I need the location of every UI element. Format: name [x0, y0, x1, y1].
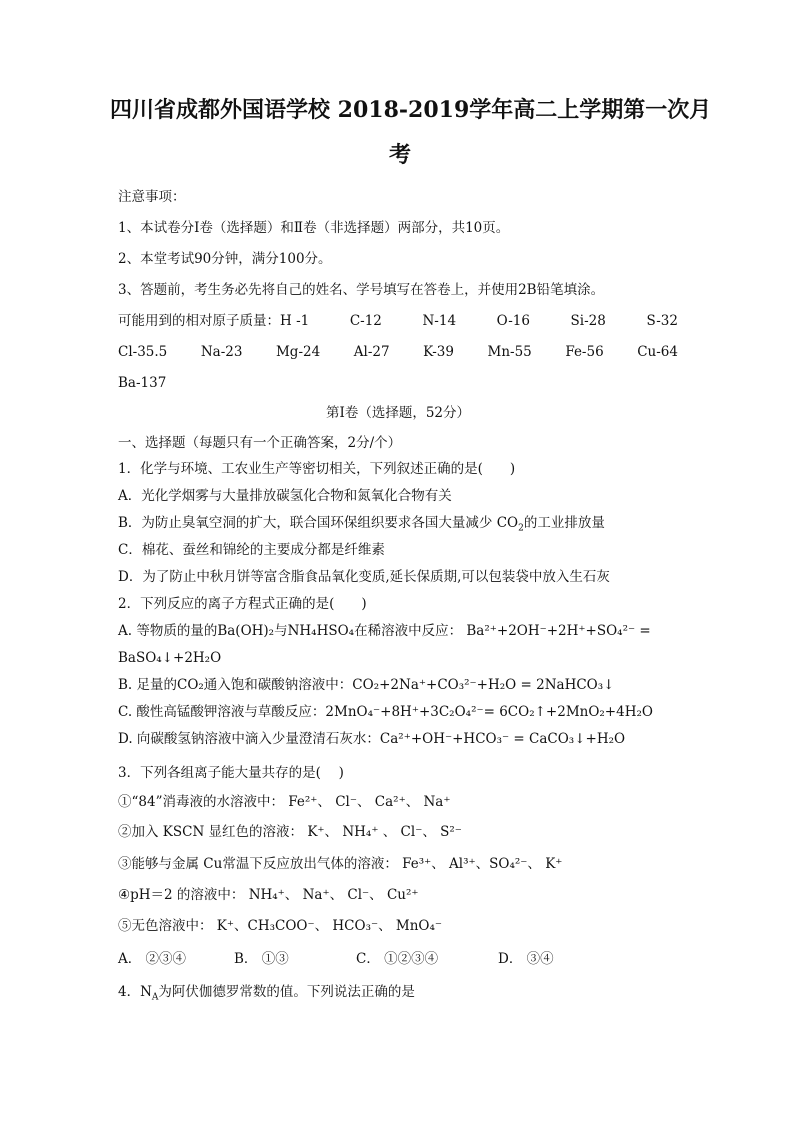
notes-heading: 注意事项：: [118, 189, 186, 205]
atomic-mass-row-3: Ba-137: [118, 375, 167, 391]
q3-stem: 3．下列各组离子能大量共存的是( ): [118, 765, 344, 781]
note-item-2: 2、本堂考试90分钟，满分100分。: [118, 251, 332, 267]
q3-option-d: D． ③④: [498, 951, 554, 967]
atomic-mass: Cu-64: [637, 344, 678, 360]
q1-stem: 1．化学与环境、工农业生产等密切相关，下列叙述正确的是( ): [118, 461, 516, 477]
q3-item-2: ②加入 KSCN 显红色的溶液： K⁺、 NH₄⁺ 、 Cl⁻、 S²⁻: [118, 824, 462, 840]
q3-item-4: ④pH＝2 的溶液中： NH₄⁺、 Na⁺、 Cl⁻、 Cu²⁺: [118, 887, 419, 903]
section1-heading: 第Ⅰ卷（选择题，52分）: [325, 405, 470, 421]
atomic-mass: Mn-55: [487, 344, 532, 360]
atomic-mass: Mg-24: [275, 344, 321, 360]
atomic-mass-intro: 可能用到的相对原子质量：H -1: [118, 313, 310, 329]
atomic-mass: Si-28: [570, 313, 606, 329]
note-item-3: 3、答题前，考生务必先将自己的姓名、学号填写在答卷上，并使用2B铅笔填涂。: [118, 282, 605, 298]
atomic-mass: S-32: [646, 313, 678, 329]
q2-option-d: D. 向碳酸氢钠溶液中滴入少量澄清石灰水：Ca²⁺+OH⁻+HCO₃⁻ = CaCO₃↓+H₂O: [118, 731, 626, 747]
atomic-mass: C-12: [349, 313, 382, 329]
exam-title-line1: 四川省成都外国语学校 2018-2019学年高二上学期第一次月: [110, 97, 712, 123]
atomic-mass: Na-23: [200, 344, 243, 360]
q2-option-b: B. 足量的CO₂通入饱和碳酸钠溶液中：CO₂+2Na⁺+CO₃²⁻+H₂O = 2NaHCO₃↓: [118, 677, 615, 693]
q1-option-a: A．光化学烟雾与大量排放碳氢化合物和氮氧化合物有关: [118, 488, 452, 504]
q3-option-b: B． ①③: [234, 951, 289, 967]
q3-option-c: C． ①②③④: [356, 951, 439, 967]
q2-option-a-cont: BaSO₄↓+2H₂O: [118, 650, 222, 666]
atomic-mass: Al-27: [353, 344, 390, 360]
q3-option-a: A． ②③④: [118, 951, 187, 967]
atomic-mass: Fe-56: [565, 344, 604, 360]
atomic-mass: N-14: [422, 313, 457, 329]
section1-instruction: 一、选择题（每题只有一个正确答案，2分/个）: [118, 435, 402, 451]
q4-stem: 4．$N_A$为阿伏伽德罗常数的值。下列说法正确的是: [118, 984, 415, 1003]
q2-stem: 2．下列反应的离子方程式正确的是( ): [118, 596, 367, 612]
atomic-mass: K-39: [423, 344, 454, 360]
atomic-mass-row-2: [118, 343, 678, 361]
note-item-1: 1、本试卷分Ⅰ卷（选择题）和Ⅱ卷（非选择题）两部分，共10页。: [118, 220, 510, 236]
atomic-mass: Cl-35.5: [118, 344, 168, 360]
q1-option-c: C．棉花、蚕丝和锦纶的主要成分都是纤维素: [118, 542, 385, 558]
q3-item-5: ⑤无色溶液中： K⁺、CH₃COO⁻、 HCO₃⁻、 MnO₄⁻: [118, 918, 443, 934]
q2-option-a: A. 等物质的量的Ba(OH)₂与NH₄HSO₄在稀溶液中反应： Ba²⁺+2OH⁻+2H⁺+SO₄²⁻ =: [118, 623, 651, 639]
exam-title-line2: 考: [388, 142, 411, 168]
q2-option-c: C. 酸性高锰酸钾溶液与草酸反应：2MnO₄⁻+8H⁺+3C₂O₄²⁻= 6CO₂↑+2MnO₂+4H₂O: [118, 704, 653, 720]
q1-option-d: D．为了防止中秋月饼等富含脂食品氧化变质,延长保质期,可以包装袋中放入生石灰: [118, 569, 610, 585]
q3-item-1: ①“84”消毒液的水溶液中： Fe²⁺、 Cl⁻、 Ca²⁺、 Na⁺: [118, 794, 451, 810]
q3-item-3: ③能够与金属 Cu常温下反应放出气体的溶液： Fe³⁺、 Al³⁺、SO₄²⁻、 K⁺: [118, 856, 563, 872]
q1-option-b: B．为防止臭氧空洞的扩大，联合国环保组织要求各国大量减少 $CO_2$的工业排放量: [118, 515, 605, 534]
atomic-mass: O-16: [496, 313, 530, 329]
atomic-mass-row-1: [118, 312, 678, 330]
